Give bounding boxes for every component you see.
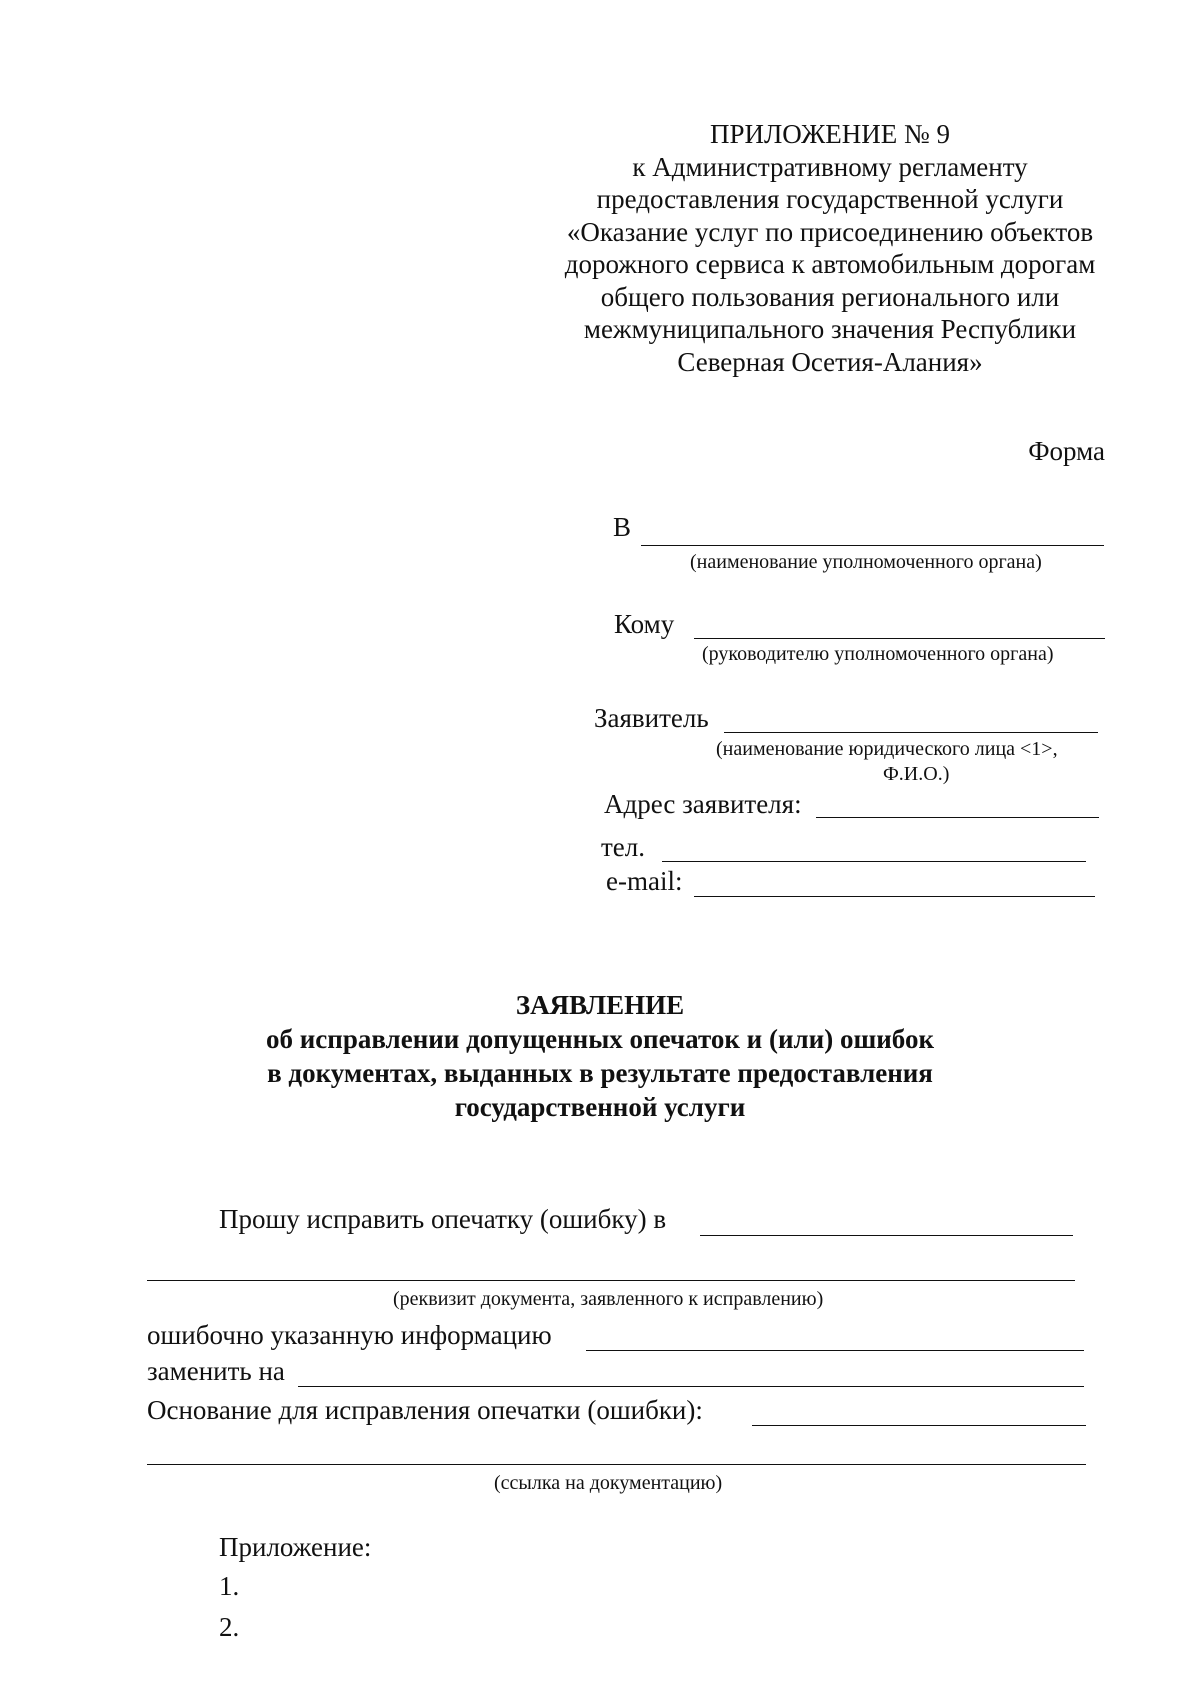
annex-line: общего пользования регионального или	[600, 281, 1060, 312]
form-label: Форма	[1028, 436, 1105, 466]
wrong-info-label: ошибочно указанную информацию	[147, 1320, 552, 1350]
applicant-caption-fio: Ф.И.О.)	[883, 763, 950, 785]
request-field-line[interactable]	[700, 1235, 1073, 1236]
attachments-label: Приложение:	[219, 1532, 372, 1562]
phone-field-line[interactable]	[662, 861, 1086, 862]
to-label: В	[613, 512, 632, 542]
to-caption: (наименование уполномоченного органа)	[690, 551, 1042, 573]
annex-line: предоставления государственной услуги	[596, 184, 1064, 214]
annex-line: межмуниципального значения Республики	[583, 314, 1077, 344]
attachment-item: 1.	[219, 1571, 240, 1601]
wrong-info-field-line[interactable]	[586, 1350, 1084, 1351]
annex-line: дорожного сервиса к автомобильным дорогам	[564, 249, 1096, 279]
annex-line: к Административному регламенту	[632, 151, 1028, 182]
basis-field-line-2[interactable]	[147, 1464, 1086, 1465]
replace-field-line[interactable]	[298, 1386, 1084, 1387]
basis-field-line[interactable]	[752, 1425, 1086, 1426]
annex-header	[540, 118, 1120, 378]
title-line: государственной услуги	[454, 1092, 746, 1122]
whom-caption: (руководителю уполномоченного органа)	[702, 643, 1054, 665]
title-line: об исправлении допущенных опечаток и (или) ошибок	[265, 1024, 935, 1054]
requisite-caption: (реквизит документа, заявленного к исправлению)	[393, 1288, 824, 1310]
annex-line: Северная Осетия-Алания»	[677, 346, 983, 377]
phone-label: тел.	[601, 832, 646, 862]
applicant-caption: (наименование юридического лица <1>,	[716, 738, 1058, 760]
basis-label: Основание для исправления опечатки (ошибки):	[147, 1395, 703, 1425]
address-label: Адрес заявителя:	[604, 789, 802, 819]
applicant-label: Заявитель	[594, 703, 709, 733]
email-label: e-mail:	[606, 866, 683, 896]
request-text: Прошу исправить опечатку (ошибку) в	[219, 1204, 667, 1234]
attachment-item: 2.	[219, 1612, 240, 1642]
replace-label: заменить на	[147, 1356, 285, 1386]
email-field-line[interactable]	[694, 896, 1095, 897]
title-heading: ЗАЯВЛЕНИЕ	[515, 990, 685, 1020]
applicant-field-line[interactable]	[724, 732, 1098, 733]
to-field-line[interactable]	[641, 545, 1104, 546]
title-line: в документах, выданных в результате предоставления	[267, 1058, 933, 1088]
annex-line: «Оказание услуг по присоединению объектов	[566, 216, 1094, 247]
request-field-line-2[interactable]	[147, 1280, 1075, 1281]
address-field-line[interactable]	[816, 817, 1099, 818]
link-caption: (ссылка на документацию)	[494, 1472, 723, 1494]
whom-field-line[interactable]	[694, 638, 1105, 639]
statement-title	[0, 988, 1200, 1124]
whom-label: Кому	[614, 609, 675, 639]
annex-line: ПРИЛОЖЕНИЕ № 9	[709, 119, 951, 149]
